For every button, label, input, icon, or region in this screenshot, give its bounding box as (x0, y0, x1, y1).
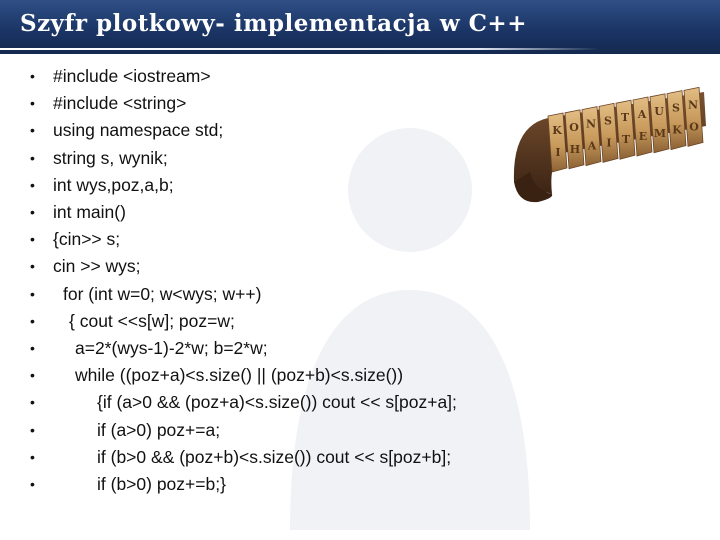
code-line (0, 252, 720, 280)
code-line (0, 470, 720, 498)
bullet-icon: • (30, 340, 35, 356)
scytale-letter: T (621, 133, 631, 147)
slide-title: Szyfr plotkowy- implementacja w C++ (20, 10, 527, 37)
scytale-letter: A (587, 139, 597, 153)
code-line-text: if (b>0) poz+=b;} (97, 474, 226, 494)
code-line (0, 225, 720, 253)
code-line-text: using namespace std; (53, 120, 224, 141)
title-underline (0, 48, 600, 50)
scytale-letter: K (672, 123, 682, 137)
title-bar (0, 0, 720, 54)
code-line-text: {cin>> s; (53, 229, 121, 250)
scytale-letter: N (585, 117, 597, 131)
code-line-text: int wys,poz,a,b; (53, 174, 174, 195)
code-line (0, 280, 720, 308)
scytale-letter: M (653, 126, 667, 140)
code-line-text: int main() (53, 202, 126, 222)
scytale-letter: S (604, 114, 612, 128)
bullet-icon: • (30, 448, 35, 465)
code-line-text: while ((poz+a)<s.size() || (poz+b)<s.size()) (75, 365, 404, 386)
code-line (0, 307, 720, 335)
code-line-text: string s, wynik; (53, 147, 168, 168)
scytale-leather-bands (548, 87, 703, 172)
scytale-letter: O (689, 120, 699, 134)
bullet-icon: • (30, 421, 35, 438)
code-line (0, 416, 720, 444)
bullet-icon: • (30, 394, 35, 411)
code-line-text: if (b>0 && (poz+b)<s.size()) cout << s[poz+b]; (97, 446, 452, 467)
code-line-text: if (a>0) poz+=a; (97, 419, 221, 440)
code-line (0, 388, 720, 416)
bullet-icon: • (30, 258, 35, 275)
scytale-letter: E (638, 130, 648, 143)
code-line-text: #include <string> (53, 93, 187, 114)
code-line-text: #include <iostream> (53, 66, 211, 86)
bullet-icon: • (30, 204, 35, 220)
bullet-icon: • (30, 231, 35, 248)
scytale-letter: N (687, 98, 699, 112)
scytale-letter: T (620, 111, 630, 125)
bullet-icon: • (30, 367, 35, 384)
bullet-icon: • (30, 68, 35, 84)
code-line-text: {if (a>0 && (poz+a)<s.size()) cout << s[poz+a]; (97, 392, 457, 413)
bullet-icon: • (30, 476, 35, 492)
code-line-text: { cout <<s[w]; poz=w; (69, 310, 235, 331)
code-line-text: cin >> wys; (53, 256, 141, 277)
bullet-icon: • (30, 312, 35, 329)
code-line-text: a=2*(wys-1)-2*w; b=2*w; (75, 338, 268, 358)
bullet-icon: • (30, 285, 35, 302)
scytale-letter: H (569, 142, 581, 156)
scytale-letter: I (555, 146, 561, 159)
scytale-letter: U (654, 104, 664, 118)
code-line (0, 334, 720, 362)
scytale-letter: A (637, 108, 647, 121)
bullet-icon: • (30, 176, 35, 193)
bullet-icon: • (30, 149, 35, 166)
bullet-icon: • (30, 122, 35, 139)
code-line-text: for (int w=0; w<wys; w++) (63, 283, 262, 304)
scytale-letter: K (552, 124, 562, 137)
code-line (0, 361, 720, 389)
bullet-icon: • (30, 95, 35, 112)
scytale-letter: I (606, 136, 612, 150)
scytale-letter: S (672, 101, 680, 115)
scytale-image (508, 86, 708, 208)
scytale-letter: O (569, 120, 579, 134)
code-line (0, 443, 720, 471)
